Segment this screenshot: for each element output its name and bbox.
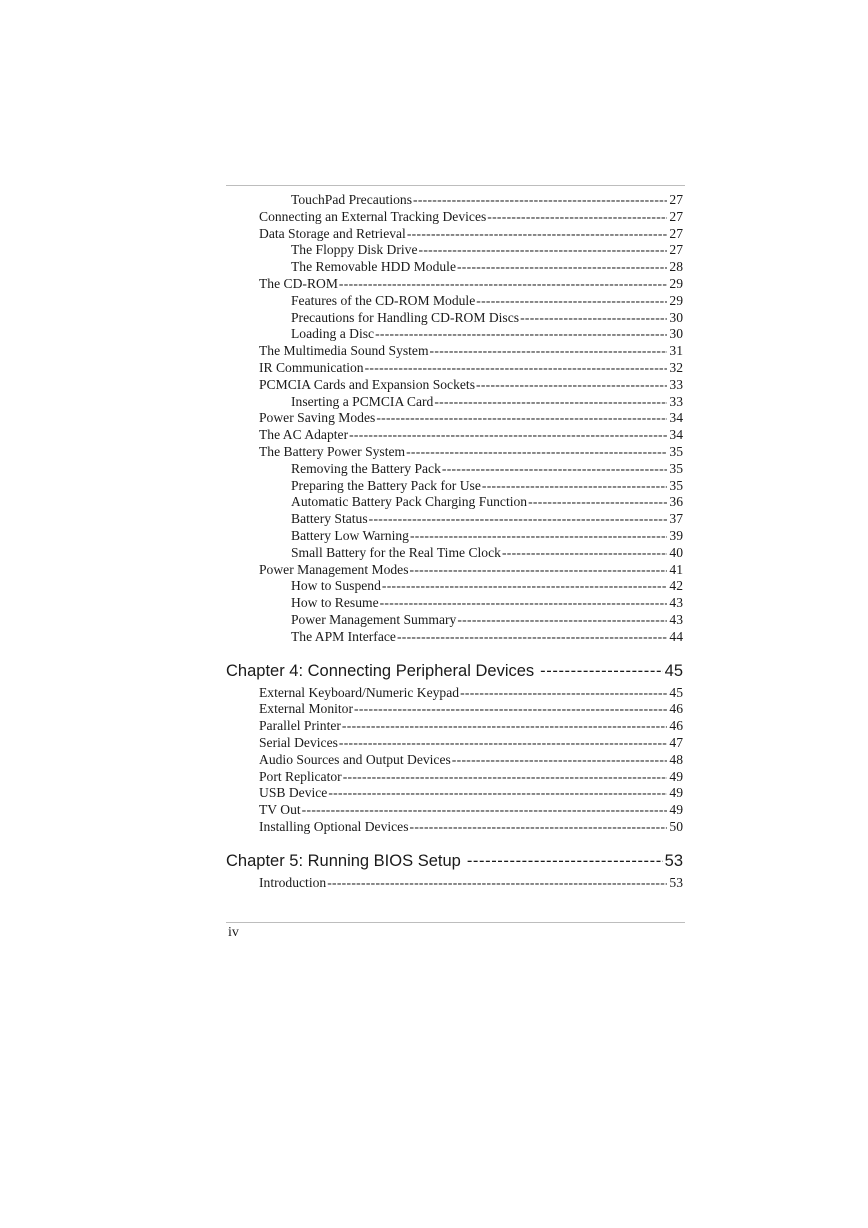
- toc-entry-title: Installing Optional Devices: [259, 818, 409, 834]
- toc-entry[interactable]: [226, 769, 683, 786]
- toc-entry-title: Battery Low Warning: [291, 527, 409, 543]
- toc-entry-page: 32: [669, 359, 683, 375]
- toc-entry[interactable]: [226, 494, 683, 511]
- dot-leader: [397, 629, 667, 646]
- toc-entry-page: 27: [669, 208, 683, 224]
- toc-entry-title: The Multimedia Sound System: [259, 343, 429, 359]
- toc-entry-title: The CD-ROM: [259, 275, 338, 291]
- dot-leader: [375, 326, 667, 343]
- dot-leader: [413, 192, 667, 209]
- toc-entry[interactable]: [226, 629, 683, 646]
- page-number: iv: [228, 925, 239, 940]
- toc-entry-title: TV Out: [259, 802, 301, 818]
- toc-entry-page: 50: [669, 818, 683, 834]
- toc-entry-title: External Monitor: [259, 701, 354, 717]
- toc-entry-title: Connecting an External Tracking Devices: [259, 208, 487, 224]
- toc-entry-page: 29: [669, 275, 683, 291]
- toc-entry[interactable]: [226, 276, 683, 293]
- dot-leader: [430, 343, 668, 360]
- toc-entry-title: Power Management Modes: [259, 561, 409, 577]
- toc-entry[interactable]: [226, 595, 683, 612]
- toc-entry[interactable]: [226, 802, 683, 819]
- toc-entry[interactable]: [226, 242, 683, 259]
- toc-entry-page: 33: [669, 376, 683, 392]
- toc-entry[interactable]: [226, 701, 683, 718]
- toc-entry-title: External Keyboard/Numeric Keypad: [259, 684, 460, 700]
- toc-entry[interactable]: [226, 293, 683, 310]
- toc-entry[interactable]: [226, 410, 683, 427]
- toc-entry-title: PCMCIA Cards and Expansion Sockets: [259, 376, 475, 392]
- toc-entry-page: 36: [669, 494, 683, 510]
- toc-entry-page: 39: [669, 527, 683, 543]
- toc-entry-page: 40: [669, 544, 683, 560]
- toc-entry[interactable]: [226, 562, 683, 579]
- toc-entry-title: Data Storage and Retrieval: [259, 225, 406, 241]
- toc-entry[interactable]: [226, 819, 683, 836]
- toc-entry-page: 53: [669, 874, 683, 890]
- dot-leader: [365, 360, 668, 377]
- dot-leader: [442, 461, 668, 478]
- toc-entry-title: TouchPad Precautions: [291, 192, 412, 207]
- toc-entry-title: The Removable HDD Module: [291, 259, 456, 275]
- toc-entry-page: 30: [669, 326, 683, 342]
- toc-entry-title: The AC Adapter: [259, 427, 349, 443]
- toc-entry-title: Automatic Battery Pack Charging Function: [291, 494, 528, 510]
- toc-entry-page: 53: [664, 851, 683, 870]
- dot-leader: [407, 226, 668, 243]
- toc-entry[interactable]: [226, 427, 683, 444]
- toc-entry-title: Introduction: [259, 874, 327, 890]
- toc-entry[interactable]: [226, 685, 683, 702]
- toc-entry[interactable]: [226, 444, 683, 461]
- toc-entry-page: 46: [669, 718, 683, 734]
- toc-entry-title: Port Replicator: [259, 768, 342, 784]
- dot-leader: [382, 578, 668, 595]
- dot-leader: [476, 293, 667, 310]
- toc-chapter-entry[interactable]: [226, 850, 683, 872]
- toc-entry-title: Chapter 5: Running BIOS Setup: [226, 851, 461, 870]
- toc-entry-title: How to Resume: [291, 595, 379, 611]
- dot-leader: [327, 875, 667, 892]
- header-rule: [226, 185, 685, 186]
- dot-leader: [328, 785, 667, 802]
- dot-leader: [502, 545, 667, 562]
- toc-entry[interactable]: [226, 612, 683, 629]
- toc-entry-title: Loading a Disc: [291, 326, 375, 342]
- toc-entry[interactable]: [226, 226, 683, 243]
- toc-entry-page: 49: [669, 768, 683, 784]
- toc-entry-page: 35: [669, 477, 683, 493]
- toc-entry-page: 41: [669, 561, 683, 577]
- toc-entry-title: Parallel Printer: [259, 718, 341, 734]
- toc-entry[interactable]: [226, 785, 683, 802]
- toc-entry-page: 27: [669, 242, 683, 258]
- toc-entry-title: Inserting a PCMCIA Card: [291, 393, 434, 409]
- toc-entry-page: 33: [669, 393, 683, 409]
- toc-entry-page: 31: [669, 343, 683, 359]
- dot-leader: [520, 310, 667, 327]
- toc-entry-page: 44: [669, 628, 683, 644]
- toc-entry-page: 49: [669, 785, 683, 801]
- dot-leader: [302, 802, 668, 819]
- dot-leader: [528, 494, 667, 511]
- toc-entry-title: How to Suspend: [291, 578, 381, 594]
- dot-leader: [342, 718, 667, 735]
- toc-entry[interactable]: [226, 461, 683, 478]
- dot-leader: [476, 377, 667, 394]
- dot-leader: [406, 444, 667, 461]
- dot-leader: [460, 685, 667, 702]
- dot-leader: [343, 769, 668, 786]
- toc-entry-title: Serial Devices: [259, 734, 338, 750]
- toc-entry-page: 43: [669, 595, 683, 611]
- toc-entry-title: The APM Interface: [291, 628, 396, 644]
- toc-entry-title: Chapter 4: Connecting Peripheral Devices: [226, 661, 535, 680]
- toc-entry-page: 27: [669, 192, 683, 207]
- dot-leader: [410, 819, 668, 836]
- toc-entry[interactable]: [226, 310, 683, 327]
- toc-entry-page: 48: [669, 751, 683, 767]
- table-of-contents: [226, 192, 683, 891]
- dot-leader: [354, 701, 667, 718]
- toc-entry-page: 43: [669, 611, 683, 627]
- toc-entry-title: IR Communication: [259, 359, 364, 375]
- toc-entry[interactable]: [226, 875, 683, 892]
- toc-entry[interactable]: [226, 545, 683, 562]
- toc-entry[interactable]: [226, 478, 683, 495]
- dot-leader: [419, 242, 668, 259]
- dot-leader: [482, 478, 668, 495]
- toc-entry-title: Audio Sources and Output Devices: [259, 751, 451, 767]
- toc-entry-page: 46: [669, 701, 683, 717]
- toc-entry-title: Power Saving Modes: [259, 410, 376, 426]
- toc-entry[interactable]: [226, 360, 683, 377]
- dot-leader: [452, 752, 668, 769]
- dot-leader: [467, 850, 663, 872]
- toc-entry-page: 30: [669, 309, 683, 325]
- toc-entry-page: 28: [669, 259, 683, 275]
- dot-leader: [457, 259, 667, 276]
- toc-entry[interactable]: [226, 326, 683, 343]
- dot-leader: [339, 735, 668, 752]
- toc-entry-page: 47: [669, 734, 683, 750]
- dot-leader: [410, 528, 667, 545]
- toc-entry-page: 35: [669, 443, 683, 459]
- footer-rule: [226, 922, 685, 923]
- toc-entry[interactable]: [226, 377, 683, 394]
- toc-entry-page: 29: [669, 292, 683, 308]
- toc-entry-title: The Battery Power System: [259, 443, 406, 459]
- toc-entry-page: 42: [669, 578, 683, 594]
- toc-entry-title: Precautions for Handling CD-ROM Discs: [291, 309, 520, 325]
- dot-leader: [457, 612, 667, 629]
- toc-entry-page: 34: [669, 410, 683, 426]
- dot-leader: [410, 562, 668, 579]
- toc-entry-page: 34: [669, 427, 683, 443]
- toc-entry[interactable]: [226, 752, 683, 769]
- toc-entry[interactable]: [226, 578, 683, 595]
- dot-leader: [349, 427, 667, 444]
- toc-entry-page: 27: [669, 225, 683, 241]
- toc-entry-title: The Floppy Disk Drive: [291, 242, 418, 258]
- toc-entry[interactable]: [226, 511, 683, 528]
- toc-entry[interactable]: [226, 209, 683, 226]
- toc-entry[interactable]: [226, 192, 683, 209]
- toc-entry[interactable]: [226, 259, 683, 276]
- toc-entry-page: 35: [669, 460, 683, 476]
- toc-entry-page: 45: [664, 661, 683, 680]
- dot-leader: [380, 595, 668, 612]
- toc-entry[interactable]: [226, 343, 683, 360]
- toc-entry-page: 49: [669, 802, 683, 818]
- toc-entry-title: Features of the CD-ROM Module: [291, 292, 476, 308]
- toc-entry-title: Battery Status: [291, 511, 368, 527]
- toc-entry-page: 45: [669, 684, 683, 700]
- dot-leader: [376, 410, 667, 427]
- toc-entry-title: Preparing the Battery Pack for Use: [291, 477, 481, 493]
- toc-entry[interactable]: [226, 735, 683, 752]
- dot-leader: [487, 209, 667, 226]
- toc-entry[interactable]: [226, 394, 683, 411]
- dot-leader: [540, 660, 662, 682]
- toc-chapter-entry[interactable]: [226, 660, 683, 682]
- toc-entry-page: 37: [669, 511, 683, 527]
- toc-entry[interactable]: [226, 528, 683, 545]
- dot-leader: [369, 511, 668, 528]
- toc-entry-title: USB Device: [259, 785, 328, 801]
- toc-entry-title: Small Battery for the Real Time Clock: [291, 544, 501, 560]
- dot-leader: [434, 394, 667, 411]
- toc-entry-title: Removing the Battery Pack: [291, 460, 441, 476]
- dot-leader: [339, 276, 667, 293]
- toc-entry[interactable]: [226, 718, 683, 735]
- toc-entry-title: Power Management Summary: [291, 611, 457, 627]
